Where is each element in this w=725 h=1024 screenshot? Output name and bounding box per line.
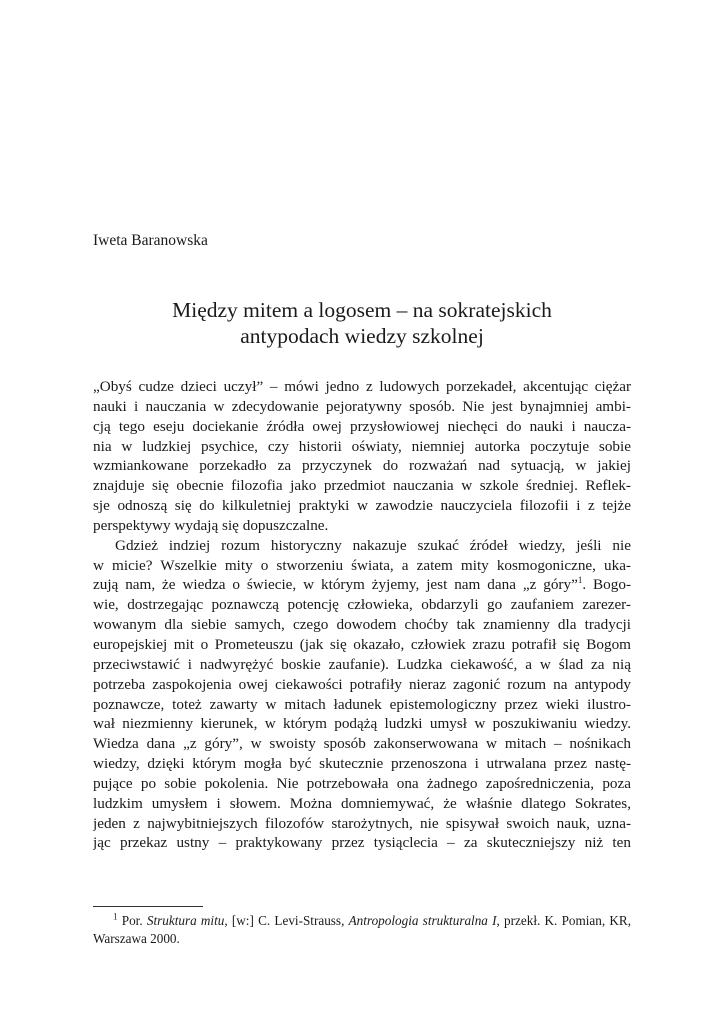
footnote-text: , [w:] C. Levi-Strauss,	[224, 913, 345, 928]
footnote	[93, 912, 631, 947]
article-title	[93, 297, 631, 349]
body-line: jąc przekaz ustny – praktykowany przez tysiąclecia – za skuteczniejszy niż ten	[93, 834, 631, 852]
body-line: nauki i nauczania w zdecydowanie pejoratywny sposób. Nie jest bynajmniej ambi-	[93, 397, 631, 415]
footnote-por: Por.	[121, 913, 143, 928]
body-line: „Obyś cudze dzieci uczył” – mówi jedno z ludowych porzekadeł, akcentując ciężar	[93, 378, 631, 395]
article-body	[93, 377, 631, 853]
title-line: antypodach wiedzy szkolnej	[240, 324, 484, 348]
body-line: przeciwstawić i nadwyrężyć boskie zaufanie). Ludzka ciekawość, a w ślad za nią	[93, 655, 631, 673]
body-line: perspektywy wydają się dopuszczalne.	[93, 516, 329, 534]
body-line: wał niezmienny kierunek, w którym podążą ludzki umysł w poszukiwaniu wiedzy.	[93, 715, 631, 733]
footnote-book-title: Antropologia strukturalna I	[348, 913, 497, 928]
body-line: sje odnoszą się do kilkuletniej praktyki w zawodzie nauczyciela filozofii i z tejże	[93, 497, 631, 515]
body-line-text: . Bogo-	[582, 576, 631, 594]
body-line: wowanym dla siebie samych, czego dowodem choćby tak znamienny dla tradycji	[93, 616, 631, 634]
body-line: potrzeba zaspokojenia owej ciekawości potrafiły nieraz zagonić rozum na antypody	[93, 675, 631, 693]
body-line	[93, 575, 631, 595]
body-line: europejskiej mit o Prometeuszu (jak się okazało, człowiek zrazu potrafił się Bogom	[93, 635, 631, 653]
body-line: cją tego eseju dociekanie źródła owej przysłowiowej niechęci do nauki i naucza-	[93, 417, 631, 435]
footnote-line	[93, 912, 631, 930]
body-line-text: zują nam, że wiedza o świecie, w którym żyjemy, jest nam dana „z góry”	[93, 576, 578, 594]
footnote-reference[interactable]: 1	[577, 575, 583, 586]
body-line: wiedzy, dzięki którym mogła być skutecznie przenoszona i utrwalana przez nastę-	[93, 755, 631, 773]
body-line: jeden z najwybitniejszych filozofów starożytnych, nie spisywał swoich nauk, uzna-	[93, 814, 631, 832]
title-line: Między mitem a logosem – na sokratejskich	[172, 298, 552, 322]
footnote-book-title: Struktura mitu	[146, 913, 225, 928]
body-line: poznawcze, toteż zawarty w mitach ładunek epistemologiczny przez wieki ilustro-	[93, 695, 631, 713]
body-line: nia w ludzkiej psychice, czy historii oświaty, niemniej autorka poczytuje sobie	[93, 437, 631, 455]
body-line: wie, dostrzegając poznawczą potencję człowieka, obdarzyli go zaufaniem zarezer-	[93, 596, 631, 614]
body-line: znajduje się obecnie filozofia jako przedmiot nauczania w szkole średniej. Reflek-	[93, 477, 631, 495]
body-line: ludzkim umysłem i słowem. Można domniemywać, że właśnie dlatego Sokrates,	[93, 794, 631, 812]
body-line: Gdzież indziej rozum historyczny nakazuje szukać źródeł wiedzy, jeśli nie	[115, 536, 631, 554]
footnote-line: Warszawa 2000.	[93, 930, 180, 946]
footnote-separator	[93, 906, 203, 907]
footnote-text: , przekł. K. Pomian, KR,	[496, 913, 631, 928]
body-line: Wiedza dana „z góry”, w swoisty sposób zakonserwowana w mitach – nośnikach	[93, 735, 631, 753]
body-line: w micie? Wszelkie mity o stworzeniu świata, a zatem mity kosmogoniczne, uka-	[93, 556, 631, 574]
body-line: wzmiankowane porzekadło za przyczynek do rozważań nad sytuacją, w jakiej	[93, 457, 631, 475]
author-name: Iweta Baranowska	[93, 232, 208, 249]
body-line: pujące po sobie pokolenia. Nie potrzebowała ona żadnego zapośredniczenia, poza	[93, 774, 631, 792]
footnote-number: 1	[113, 912, 118, 922]
